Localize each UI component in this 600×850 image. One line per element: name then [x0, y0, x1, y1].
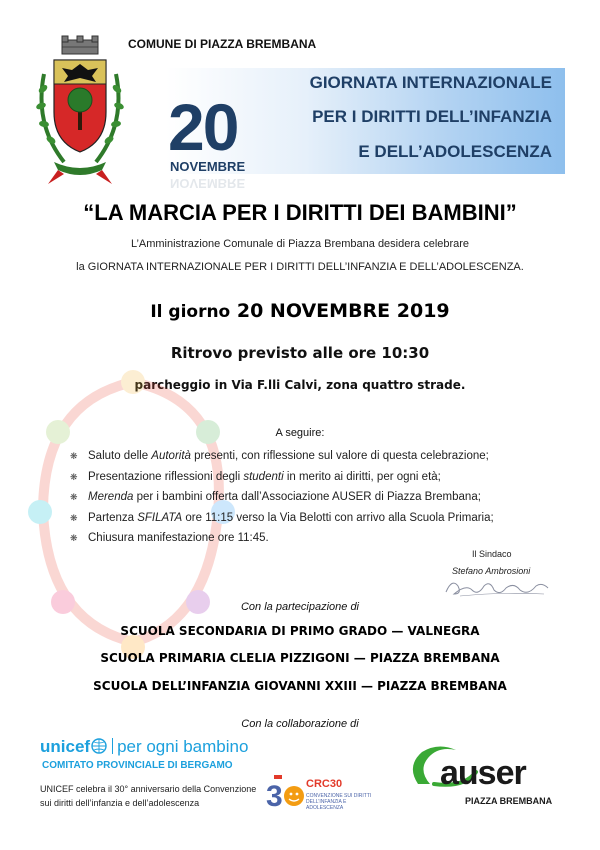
signature-role: Il Sindaco	[472, 549, 512, 559]
school-3: SCUOLA DELL’INFANZIA GIOVANNI XXIII — PIAZZA BREMBANA	[93, 679, 507, 693]
banner-month-reflection: NOVEMBRE	[170, 176, 246, 191]
list-item: ❋ Chiusura manifestazione ore 11:45.	[70, 528, 494, 549]
banner-line-3: E DELL’ADOLESCENZA	[358, 142, 552, 161]
program-heading: A seguire:	[275, 427, 325, 439]
crc30-caption: CONVENZIONE SUI DIRITTI DELL’INFANZIA E ADOLESCENZA	[306, 793, 372, 811]
list-item: ❋ Presentazione riflessioni degli studenti in merito ai diritti, per ogni età;	[70, 467, 494, 488]
meeting-time: Ritrovo previsto alle ore 10:30	[170, 344, 430, 362]
unicef-committee: COMITATO PROVINCIALE DI BERGAMO	[42, 760, 233, 771]
banner-day: 20	[168, 90, 238, 164]
school-2: SCUOLA PRIMARIA CLELIA PIZZIGONI — PIAZZA BREMBANA	[100, 651, 500, 665]
divider	[112, 738, 113, 754]
bullet-icon: ❋	[70, 471, 78, 482]
crc30-label: CRC30	[306, 778, 343, 790]
auser-location: PIAZZA BREMBANA	[465, 796, 553, 806]
unicef-tagline: per ogni bambino	[117, 737, 249, 756]
bullet-icon: ❋	[70, 512, 78, 523]
unicef-globe-icon	[91, 738, 107, 754]
municipal-crest-icon	[34, 34, 126, 194]
handwritten-signature-icon	[440, 574, 552, 600]
auser-brand: auser	[440, 754, 526, 792]
program-list	[70, 446, 494, 549]
participation-heading: Con la partecipazione di	[240, 601, 360, 613]
bullet-icon: ❋	[70, 492, 78, 502]
unicef-note: UNICEF celebra il 30° anniversario della Convenzione sui diritti dell’infanzia e dell’adolescenza	[40, 784, 257, 808]
banner-line-1: GIORNATA INTERNAZIONALE	[309, 73, 552, 92]
svg-text:3: 3	[266, 780, 283, 813]
banner-month: NOVEMBRE	[170, 159, 246, 174]
meeting-place: parcheggio in Via F.lli Calvi, zona quattro strade.	[134, 378, 466, 392]
list-item: ❋ Merenda per i bambini offerta dall’Associazione AUSER di Piazza Brembana;	[70, 487, 494, 508]
unicef-logo	[40, 737, 248, 757]
intro-line-2: la GIORNATA INTERNAZIONALE PER I DIRITTI DELL’INFANZIA E DELL’ADOLESCENZA.	[76, 261, 524, 273]
date-prefix: Il giorno	[150, 302, 231, 322]
collaboration-heading: Con la collaborazione di	[241, 718, 359, 730]
signature-name: Stefano Ambrosioni	[452, 566, 531, 576]
unicef-brand: unicef	[40, 737, 91, 756]
intro-line-1: L’Amministrazione Comunale di Piazza Brembana desidera celebrare	[130, 238, 470, 250]
event-date: 20 NOVEMBRE 2019	[236, 300, 450, 322]
school-1: SCUOLA SECONDARIA DI PRIMO GRADO — VALNEGRA	[120, 624, 480, 638]
bullet-icon: ❋	[70, 533, 78, 543]
event-date-line	[0, 300, 600, 322]
banner-line-2: PER I DIRITTI DELL’INFANZIA	[312, 107, 552, 126]
municipality-name: COMUNE DI PIAZZA BREMBANA	[128, 37, 317, 51]
list-item: ❋ Partenza SFILATA ore 11:15 verso la Via Belotti con arrivo alla Scuola Primaria;	[70, 508, 494, 529]
list-item: ❋ Saluto delle Autorità presenti, con riflessione sul valore di questa celebrazione;	[70, 446, 494, 467]
page-title: “LA MARCIA PER I DIRITTI DEI BAMBINI”	[83, 200, 517, 225]
bullet-icon: ❋	[70, 451, 78, 461]
